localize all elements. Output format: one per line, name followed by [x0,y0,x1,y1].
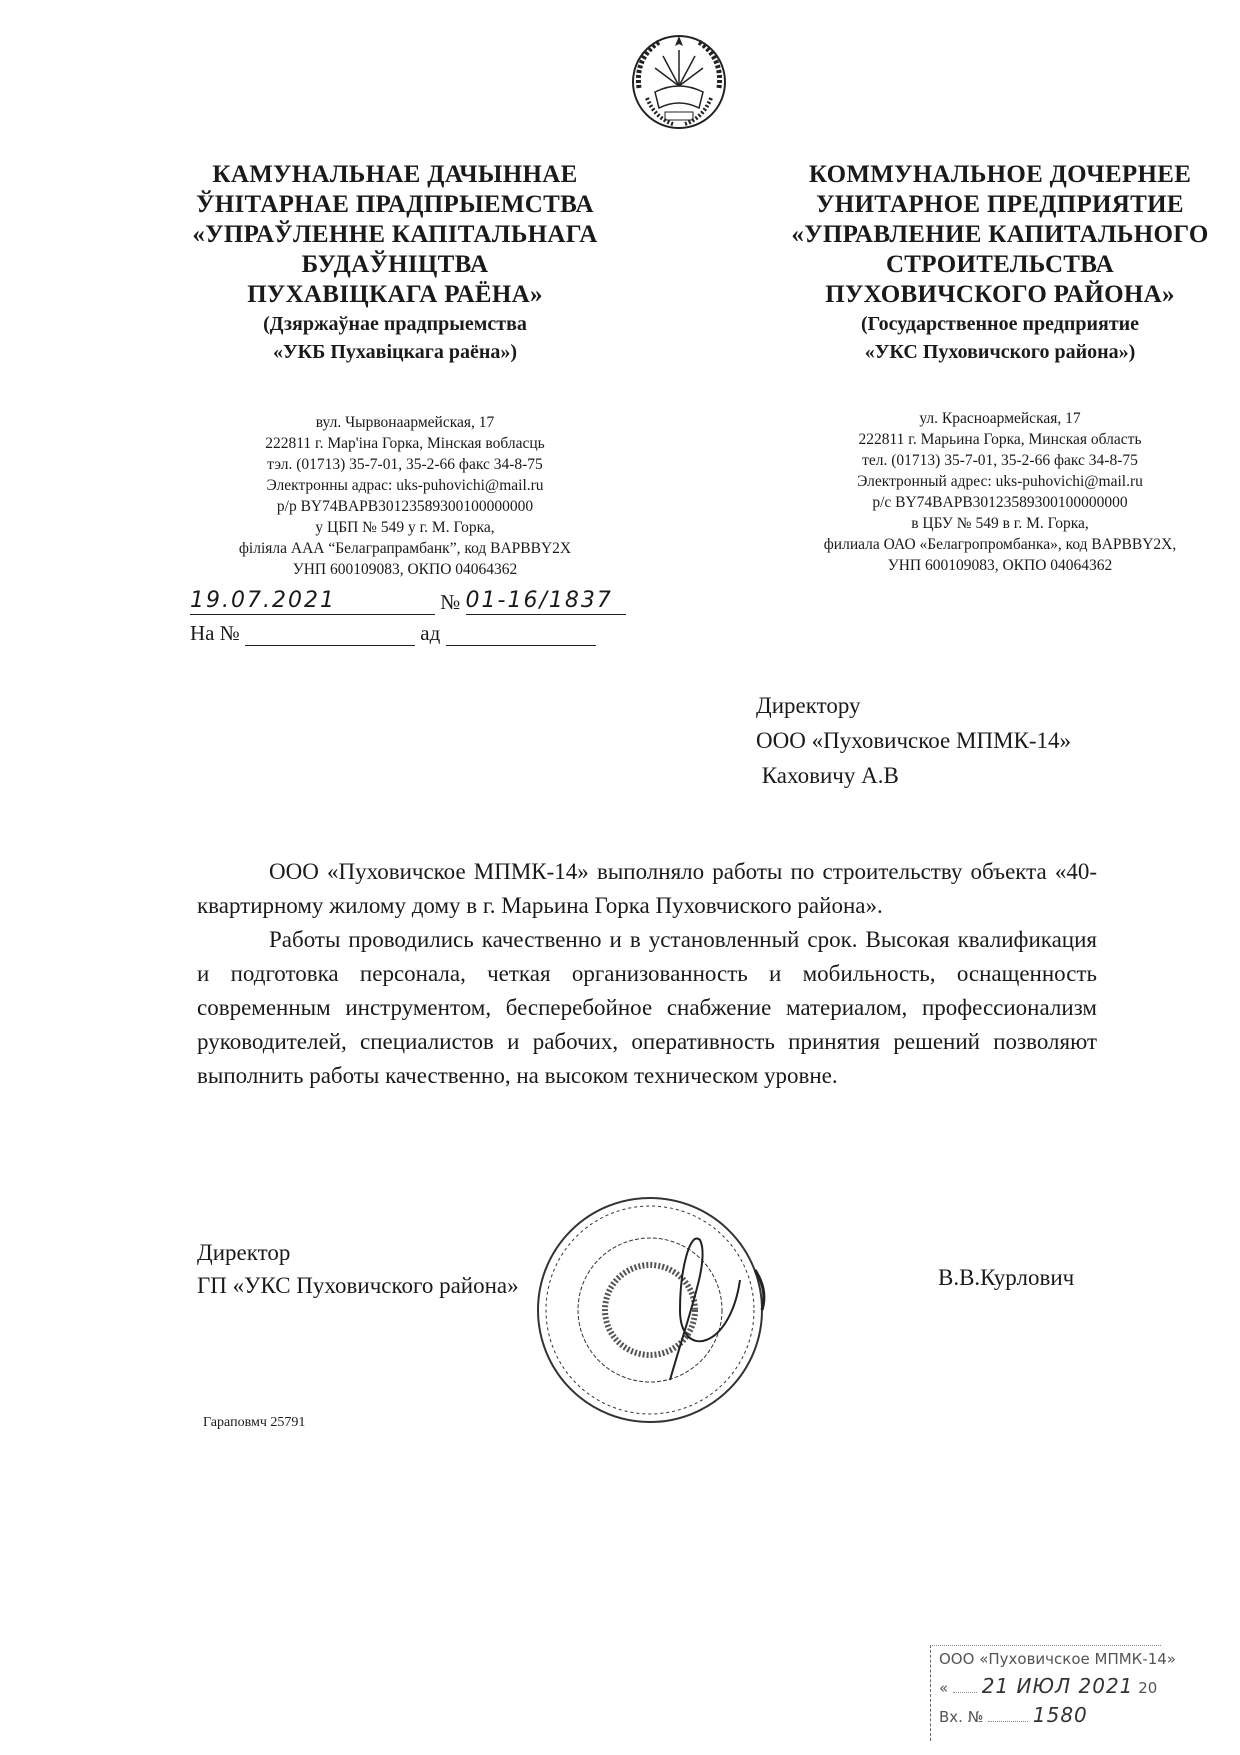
official-seal [530,1190,770,1430]
header-right-subline: «УКС Пуховичского района») [864,341,1136,363]
registration-block [190,588,626,646]
reply-number-field [245,619,415,646]
stamp-date-prefix: « [939,1679,949,1697]
incoming-registration-stamp [930,1645,1176,1741]
belarus-coat-of-arms-icon [625,28,733,136]
outgoing-number: 01-16/1837 [466,588,626,615]
requisite-line: тэл. (01713) 35-7-01, 35-2-66 факс 34-8-75 [267,456,543,473]
stamp-in-label: Вх. № [939,1708,984,1726]
recipient-position: Директору [756,693,861,718]
number-label: № [440,590,461,614]
header-right-subline: (Государственное предприятие [860,313,1140,335]
header-left-subline: «УКБ Пухавіцкага раёна») [272,341,518,363]
stamp-org: ООО «Пуховичское МПМК-14» [939,1650,1176,1668]
reply-date-field [446,619,596,646]
body-paragraph: Работы проводились качественно и в установленный срок. Высокая квалификация и подготовка персонала, четкая организованность и мобильность, оснащенность современным инструментом, бесперебойное снабжение материалом, профессионализм руководителей, специалистов и рабочих, оперативность принятия решений позволяют выполнить работы качественно, на высоком техническом уровне. [197,927,1097,1088]
header-left-line: КАМУНАЛЬНАЕ ДАЧЫННАЕ [212,161,578,188]
header-russian [770,160,1230,366]
round-seal-icon [530,1190,770,1430]
requisite-line: вул. Чырвонаармейская, 17 [315,414,495,431]
requisite-line: Электронный адрес: uks-puhovichi@mail.ru [857,473,1143,490]
from-label: ад [420,621,441,645]
recipient-block [756,688,1071,793]
recipient-organization: ООО «Пуховичское МПМК-14» [756,728,1072,753]
requisites-belarusian [200,412,610,580]
requisite-line: ул. Красноармейская, 17 [919,410,1081,427]
header-right-line: КОММУНАЛЬНОЕ ДОЧЕРНЕЕ [808,161,1192,188]
header-right-line: ПУХОВИЧСКОГО РАЙОНА» [825,281,1175,308]
requisite-line: у ЦБП № 549 у г. М. Горка, [315,519,495,536]
header-left-subline: (Дзяржаўнае прадпрыемства [263,313,527,335]
signer-name: В.В.Курлович [938,1265,1075,1290]
signer-organization: ГП «УКС Пуховичского района» [197,1273,519,1298]
outgoing-date: 19.07.2021 [190,588,435,615]
header-right-line: СТРОИТЕЛЬСТВА [885,251,1115,278]
header-right-line: УНИТАРНОЕ ПРЕДПРИЯТИЕ [816,191,1184,218]
signer-position: Директор [197,1240,291,1265]
header-left-line: БУДАЎНІЦТВА [301,251,489,278]
recipient-name: Каховичу А.В [756,763,899,788]
signature-block [197,1236,519,1302]
requisite-line: 222811 г. Мар'іна Горка, Мінская вобласць [265,435,545,452]
requisite-line: филиала ОАО «Белагропромбанка», код BAPBBY2X, [823,536,1177,553]
requisite-line: УНП 600109083, ОКПО 04064362 [292,561,518,578]
stamp-date: 21 ИЮЛ 2021 [981,1674,1134,1698]
coat-of-arms-emblem [625,28,733,136]
requisite-line: 222811 г. Марьина Горка, Минская область [858,431,1142,448]
requisite-line: УНП 600109083, ОКПО 04064362 [887,557,1113,574]
requisites-russian [770,408,1230,576]
requisite-line: в ЦБУ № 549 в г. М. Горка, [911,515,1089,532]
header-left-line: «УПРАЎЛЕННЕ КАПІТАЛЬНАГА [192,221,598,248]
requisite-line: р/с BY74BAPB30123589300100000000 [872,494,1128,511]
requisite-line: р/р BY74BAPB30123589300100000000 [276,498,534,515]
body-paragraph: ООО «Пуховичское МПМК-14» выполняло работы по строительству объекта «40-квартирному жилому дому в г. Марьина Горка Пуховчиского района». [197,859,1097,918]
executor-note: Гарaповмч 25791 [203,1415,306,1430]
header-belarusian [160,160,630,366]
reply-label: На № [190,621,240,645]
header-left-line: ПУХАВІЦКАГА РАЁНА» [247,281,543,308]
letter-body [197,855,1097,1093]
requisite-line: філіяла ААА “Белаграпрамбанк”, код BAPBBY2X [238,540,572,557]
header-left-line: ЎНІТАРНАЕ ПРАДПРЫЕМСТВА [196,191,594,218]
header-right-line: «УПРАВЛЕНИЕ КАПИТАЛЬНОГО [791,221,1209,248]
stamp-date-suffix: 20 [1138,1679,1158,1697]
requisite-line: тел. (01713) 35-7-01, 35-2-66 факс 34-8-75 [862,452,1138,469]
requisite-line: Электронны адрас: uks-puhovichi@mail.ru [266,477,544,494]
stamp-in-number: 1580 [1032,1703,1088,1727]
